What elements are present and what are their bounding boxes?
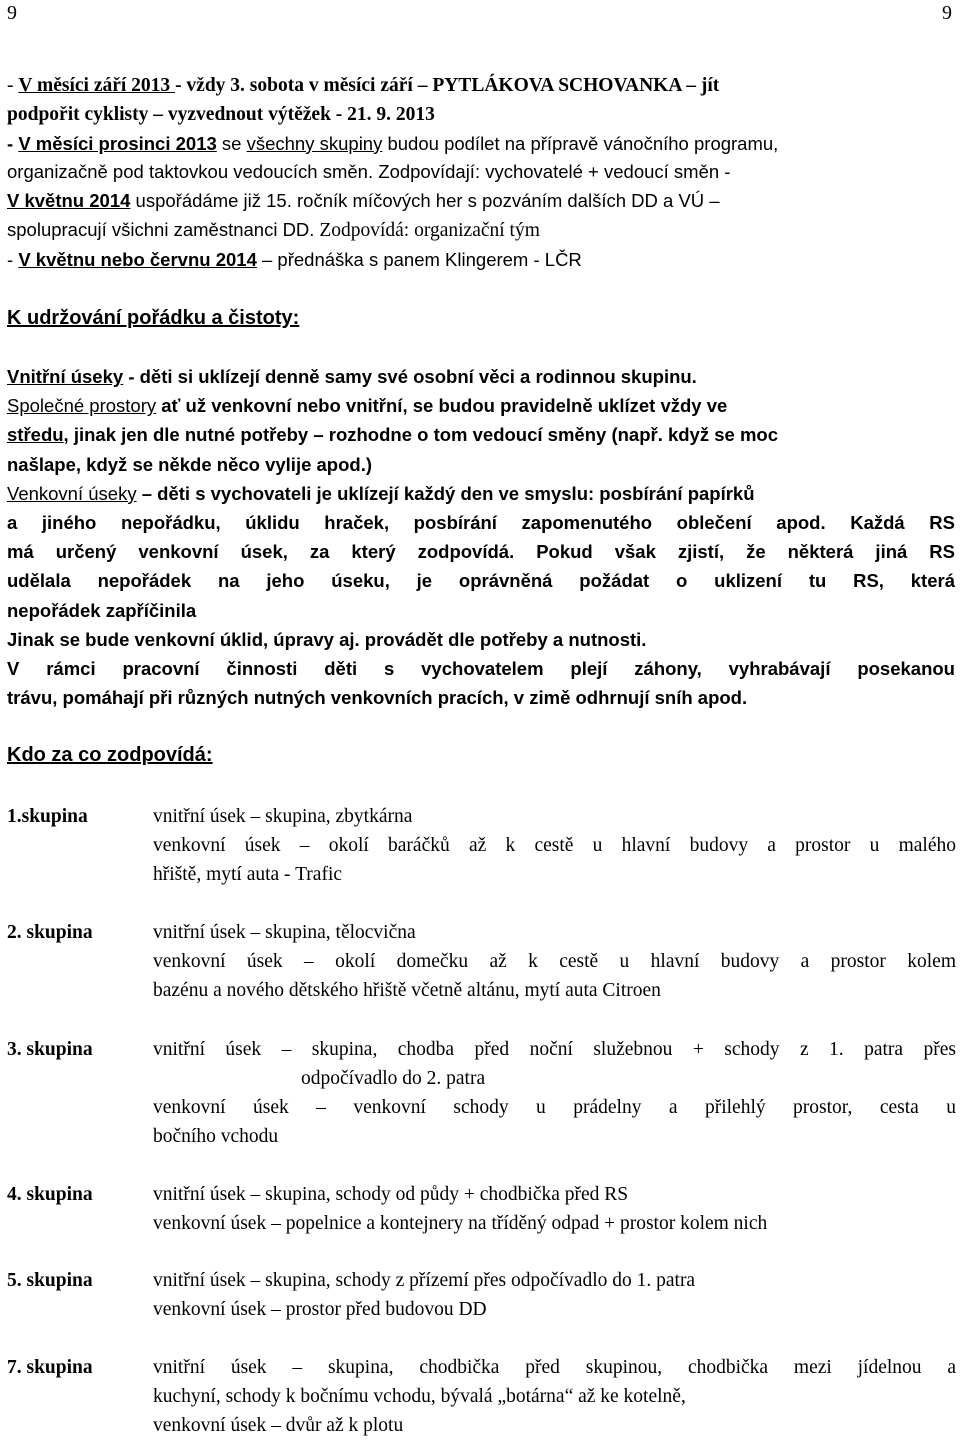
rule-line: našlape, když se někde něco vylije apod.)	[7, 453, 373, 475]
group-line: vnitřní úsek – skupina, chodbička před skupinou, chodbička mezi jídelnou a	[153, 1357, 956, 1378]
group-line: venkovní úsek – okolí baráčků až k cestě u hlavní budovy a prostor u malého	[153, 835, 956, 856]
rule-line: Jinak se bude venkovní úklid, úpravy aj. provádět dle potřeby a nutnosti.	[7, 628, 647, 650]
event-line: podpořit cyklisty – vyzvednout výtěžek - 21. 9. 2013	[7, 103, 435, 125]
group-line: vnitřní úsek – skupina, tělocvična	[153, 922, 416, 943]
group-label: 4. skupina	[7, 1184, 93, 1205]
section-heading-responsibilities: Kdo za co zodpovídá:	[7, 744, 213, 766]
group-line: hřiště, mytí auta - Trafic	[153, 864, 343, 885]
group-line: venkovní úsek – dvůr až k plotu	[153, 1415, 404, 1436]
event-line: spolupracují všichni zaměstnanci DD. Zodpovídá: organizační tým	[7, 218, 540, 241]
group-line: bazénu a nového dětského hřiště včetně altánu, mytí auta Citroen	[153, 980, 661, 1001]
group-line: vnitřní úsek – skupina, schody od půdy + chodbička před RS	[153, 1184, 629, 1205]
group-line: bočního vchodu	[153, 1126, 279, 1147]
rule-line: má určený venkovní úsek, za který zodpovídá. Pokud však zjistí, že některá jiná RS	[7, 541, 955, 563]
group-line: vnitřní úsek – skupina, chodba před noční služebnou + schody z 1. patra přes	[153, 1039, 956, 1060]
group-label: 2. skupina	[7, 922, 93, 943]
event-line: - V měsíci prosinci 2013 se všechny skupiny budou podílet na přípravě vánočního programu,	[7, 132, 779, 154]
group-line: venkovní úsek – okolí domečku až k cestě u hlavní budovy a prostor kolem	[153, 951, 956, 972]
group-line: venkovní úsek – prostor před budovou DD	[153, 1299, 487, 1320]
group-label: 3. skupina	[7, 1039, 93, 1060]
group-line: odpočívadlo do 2. patra	[301, 1068, 486, 1089]
rule-line: Společné prostory ať už venkovní nebo vnitřní, se budou pravidelně uklízet vždy ve	[7, 395, 728, 417]
rule-line: V rámci pracovní činnosti děti s vychovatelem plejí záhony, vyhrabávají posekanou	[7, 658, 955, 680]
cleaning-rules	[7, 362, 955, 712]
group-label: 5. skupina	[7, 1270, 93, 1291]
rule-line: Venkovní úseky – děti s vychovateli je uklízejí každý den ve smyslu: posbírání papírků	[7, 482, 755, 504]
event-line: - V měsíci září 2013 - vždy 3. sobota v měsíci září – PYTLÁKOVA SCHOVANKA – jít	[7, 75, 720, 96]
event-line: V květnu 2014 uspořádáme již 15. ročník míčových her s pozváním dalších DD a VÚ –	[7, 190, 720, 212]
event-line: - V květnu nebo červnu 2014 – přednáška s panem Klingerem - LČR	[7, 248, 582, 270]
group-label: 7. skupina	[7, 1357, 93, 1378]
rule-line: udělala nepořádek na jeho úseku, je oprávněná požádat o uklizení tu RS, která	[7, 570, 955, 592]
group-label: 1.skupina	[7, 806, 88, 827]
events-list	[7, 72, 955, 275]
rule-line: a jiného nepořádku, úklidu hraček, posbírání zapomenutého oblečení apod. Každá RS	[7, 512, 955, 534]
event-line: organizačně pod taktovkou vedoucích směn. Zodpovídají: vychovatelé + vedoucí směn -	[7, 161, 731, 183]
section-heading-cleaning: K udržování pořádku a čistoty:	[7, 307, 300, 329]
rule-line: Vnitřní úseky - děti si uklízejí denně samy své osobní věci a rodinnou skupinu.	[7, 366, 697, 387]
rule-line: trávu, pomáhají při různých nutných venkovních pracích, v zimě odhrnují sníh apod.	[7, 687, 748, 709]
group-line: kuchyní, schody k bočnímu vchodu, bývalá „botárna“ až ke kotelně,	[153, 1386, 686, 1407]
group-line: venkovní úsek – popelnice a kontejnery na tříděný odpad + prostor kolem nich	[153, 1213, 768, 1234]
rule-line: nepořádek zapříčinila	[7, 599, 197, 621]
page-number-right: 9	[942, 2, 952, 24]
rule-line: středu, jinak jen dle nutné potřeby – rozhodne o tom vedoucí směny (např. když se moc	[7, 424, 778, 446]
page-number-left: 9	[7, 2, 17, 24]
group-line: vnitřní úsek – skupina, zbytkárna	[153, 806, 413, 827]
group-line: venkovní úsek – venkovní schody u prádelny a přilehlý prostor, cesta u	[153, 1097, 956, 1118]
group-line: vnitřní úsek – skupina, schody z přízemí přes odpočívadlo do 1. patra	[153, 1270, 696, 1291]
